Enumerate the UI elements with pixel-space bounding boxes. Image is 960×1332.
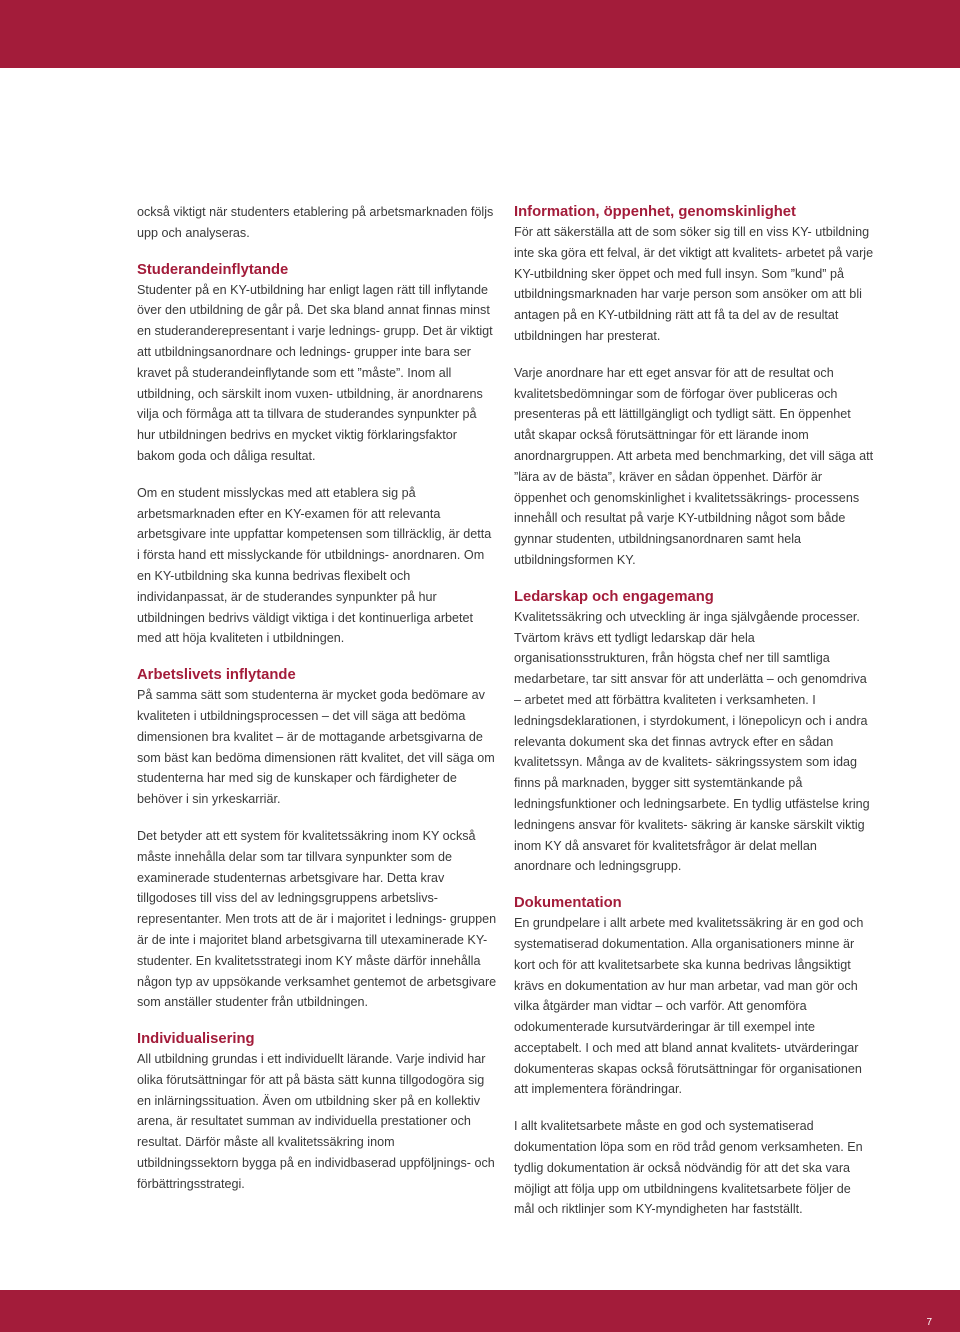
heading-studerandeinflytande: Studerandeinflytande: [137, 261, 289, 278]
paragraph: Studenter på en KY-utbildning har enligt lagen rätt till inflytande över den utbildning de går på. Det ska bland annat finnas minst en studeranderepresentant i varje lednings- grupp. Det är viktigt att utbildningsanordnare och lednings- grupper inte bara ser kravet på studerandeinflytande som ett ”måste”. Inom all utbildning, och särskilt inom vuxen- utbildning, är anordnarens vilja och förmåga att ta tillvara de studerandes synpunkter på hur utbildningen bedrivs en mycket viktig förklaringsfaktor bakom goda och dåliga resultat.: [137, 282, 493, 463]
paragraph: All utbildning grundas i ett individuellt lärande. Varje individ har olika förutsättningar för att på bästa sätt kunna tillgodogöra sig en inlärningssituation. Även om utbildning sker på en kollektiv arena, är resultatet summan av individuella prestationer och resultat. Därför måste all kvalitetssäkring inom utbildningssektorn bygga på en individbaserad uppföljnings- och förbättringsstrategi.: [137, 1052, 495, 1191]
heading-arbetslivets-inflytande: Arbetslivets inflytande: [137, 667, 296, 684]
paragraph: Varje anordnare har ett eget ansvar för att de resultat och kvalitetsbedömningar som de förfogar över publiceras och presenteras på ett lättillgängligt och tydligt sätt. En öppenhet utåt skapar också förutsättningar för ett lärande inom anordnargruppen. Att arbeta med benchmarking, det vill säga att ”lära av de bästa”, kräver en sådan öppenhet. Därför är öppenhet och genomskinlighet i kvalitetssäkrings- processens innehåll och resultat på varje KY-utbildning något som både gynnar studenten, utbildningsanordnaren samt hela utbildningsformen KY.: [514, 365, 874, 567]
left-column: [137, 202, 497, 1211]
footer-band: [0, 1290, 960, 1332]
paragraph: För att säkerställa att de som söker sig till en viss KY- utbildning inte ska göra ett felval, är det viktigt att kvalitets- arbetet på varje KY-utbildning sker öppet och med full insyn. Som ”kund” på utbildningsmarknaden har varje person som ansöker om att bli antagen på en KY-utbildning rätt att få ta del av de resultat utbildningen har presterat.: [514, 225, 874, 343]
paragraph: På samma sätt som studenterna är mycket goda bedömare av kvaliteten i utbildningsprocessen – det vill säga att bedöma dimensionen bra kvalitet – är de mottagande arbetsgivarna de som bäst kan bedöma dimensionen rätt kvalitet, det vill säga om studenterna har med sig de kunskaper och färdigheter de behöver i sin yrkeskarriär.: [137, 688, 495, 807]
paragraph: En grundpelare i allt arbete med kvalitetssäkring är en god och systematiserad dokumentation. Alla organisationers minne är kort och för att kvalitetsarbete ska kunna bedrivas långsiktigt krävs en dokumentation av hur man arbetar, vad man gör och vilka åtgärder man vidtar – och varför. Att genomföra odokumenterade kursutvärderingar är till exempel inte acceptabelt. I och med att bland annat kvalitets- utvärderingar dokumenteras skapas också förutsättningar för organisationen att implementera förändringar.: [514, 916, 864, 1097]
heading-individualisering: Individualisering: [137, 1031, 255, 1048]
intro-paragraph: också viktigt när studenters etablering på arbetsmarknaden följs upp och analyseras.: [137, 205, 494, 240]
header-band: [0, 0, 960, 68]
paragraph: I allt kvalitetsarbete måste en god och systematiserad dokumentation löpa som en röd tråd genom verksamheten. En tydlig dokumentation är också nödvändig för att det ska vara möjligt att följa upp om utbildningens kvalitetsarbete följer de mål och riktlinjer som KY-myndigheten har fastställt.: [514, 1119, 863, 1217]
paragraph: Om en student misslyckas med att etablera sig på arbetsmarknaden efter en KY-examen för att relevanta arbetsgivare inte uppfattar kompetensen som tillräcklig, är detta i första hand ett misslyckande för utbildnings- anordnaren. Om en KY-utbildning ska kunna bedrivas flexibelt och individanpassat, är de studerandes synpunkter på hur utbildningen bedrivs väldigt viktiga i det kontinuerliga arbetet med att höja kvaliteten i utbildningen.: [137, 485, 492, 646]
heading-ledarskap: Ledarskap och engagemang: [514, 588, 714, 605]
paragraph: Det betyder att ett system för kvalitetssäkring inom KY också måste innehålla delar som tar tillvara synpunkter som de examinerade studenternas arbetsgivare har. Detta krav tillgodoses till viss del av ledningsgruppens arbetslivs- representanter. Men trots att de är i majoritet i lednings- gruppen är de inte i majoritet bland arbetsgivarna till utexaminerade KY-studenter. En kvalitetsstrategi inom KY måste därför innehålla någon typ av uppsökande verksamhet gentemot de arbetsgivare som anställer studenter från utbildningen.: [137, 828, 497, 1010]
page-number: 7: [926, 1317, 932, 1328]
heading-information: Information, öppenhet, genomskinlighet: [514, 204, 796, 220]
right-column: [514, 202, 874, 1236]
heading-dokumentation: Dokumentation: [514, 895, 622, 912]
paragraph: Kvalitetssäkring och utveckling är inga självgående processer. Tvärtom krävs ett tydligt ledarskap där hela organisationsstrukturen, från högsta chef ner till samtliga medarbetare, tar sitt ansvar för att underlätta – och genomdriva – arbetet med att förbättra kvaliteten i verksamheten. I ledningsdeklarationen, i styrdokument, i lönepolicyn och i andra relevanta dokument ska det finnas avtryck efter en sådan kvalitetssyn. Många av de kvalitets- säkringssystem som idag finns på marknaden, bygger sitt systemtänkande på ledningsfunktioner och ledningsarbete. En tydlig utfästelse kring ledningens ansvar för kvalitets- säkring är kanske särskilt viktig inom KY då ansvaret för kvalitetsfrågor är delat mellan anordnare och ledningsgrupp.: [514, 609, 870, 874]
